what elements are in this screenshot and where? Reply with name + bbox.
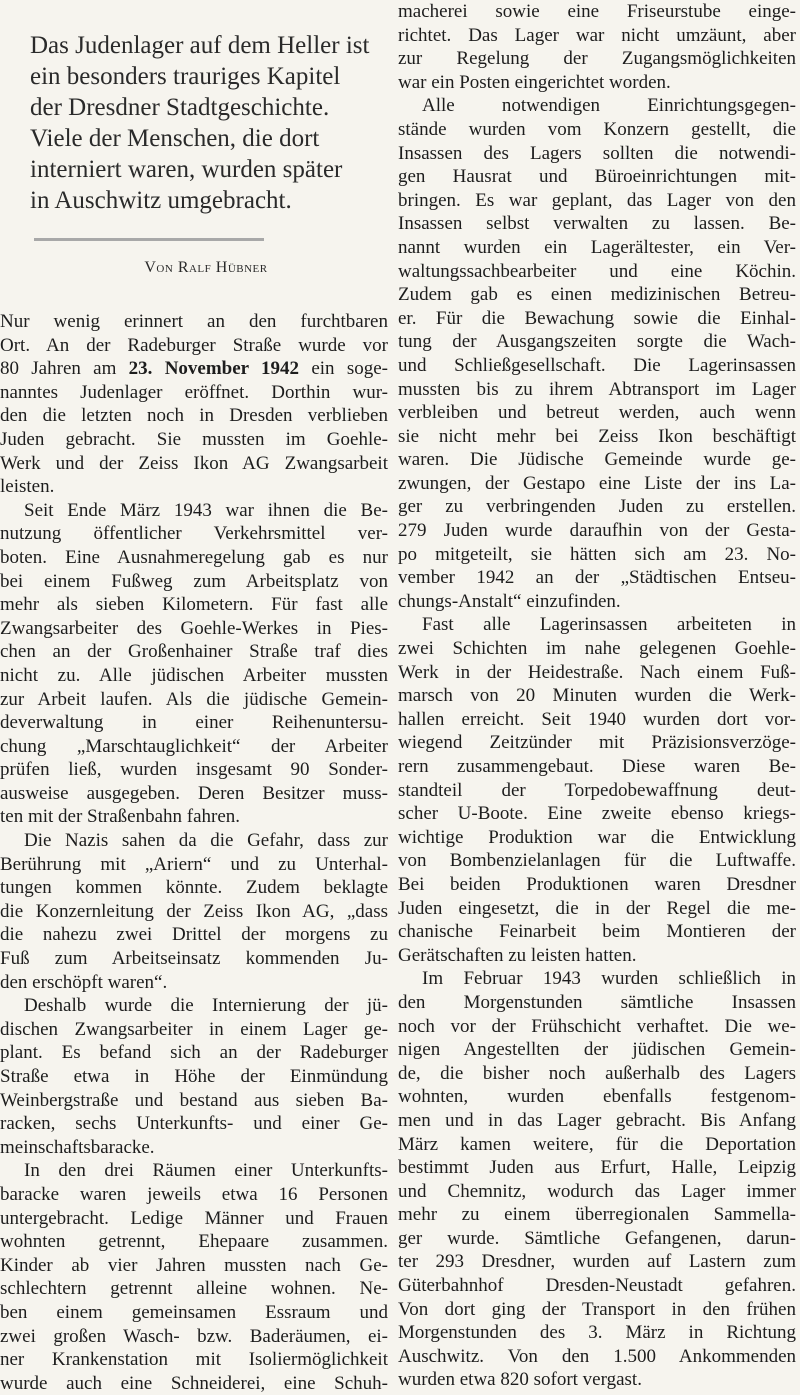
text-line: Seit Ende März 1943 war ihnen die Be-: [24, 499, 388, 521]
text-line: chung „Marschtauglichkeit“ der Arbeiter: [0, 735, 388, 757]
text-line: Nur wenig erinnert an den furchtbaren: [0, 311, 388, 332]
paragraph: [398, 967, 796, 1392]
paragraph: [0, 310, 388, 499]
text-line: Juden gebracht. Sie mussten im Goehle-: [0, 428, 388, 450]
text-line: Güterbahnhof Dresden-Neustadt gefahren.: [398, 1275, 796, 1297]
text-line: März kamen weitere, für die Deportation: [398, 1133, 796, 1155]
text-line: von Bombenzielanlagen für die Luftwaffe.: [398, 850, 796, 872]
text-line: waren. Die Jüdische Gemeinde wurde ge-: [398, 449, 796, 471]
text-line: boten. Eine Ausnahmeregelung gab es nur: [0, 546, 388, 568]
text-line: Gerätschaften zu leisten hatten.: [398, 944, 637, 966]
text-line: nigen Angestellten der jüdischen Gemein-: [398, 1039, 796, 1061]
text-line: baracke waren jeweils etwa 16 Personen: [0, 1183, 388, 1205]
text-line: Morgenstunden des 3. März in Richtung: [398, 1322, 796, 1344]
text-line: Von dort ging der Transport in den frühen: [398, 1298, 796, 1320]
paragraph: [0, 829, 388, 994]
text-line: den erschöpft waren“.: [0, 971, 168, 993]
text-line: scher U-Boote. Eine zweite ebenso kriegs-: [398, 803, 796, 825]
text-line: Kinder ab vier Jahren mussten nach Ge-: [0, 1254, 388, 1276]
lead-line: interniert waren, wurden später: [30, 156, 343, 183]
text-line: Bei beiden Produktionen waren Dresdner: [398, 873, 796, 895]
text-line: meinschaftsbaracke.: [0, 1136, 155, 1158]
text-line: plant. Es befand sich an der Radeburger: [0, 1042, 388, 1064]
text-line: wohnten getrennt, Ehepaare zusammen.: [0, 1231, 388, 1253]
text-line: chen an der Großenhainer Straße traf dies: [0, 641, 388, 663]
paragraph: [0, 994, 388, 1159]
text-line: Straße etwa in Höhe der Einmündung: [0, 1066, 388, 1087]
text-line: wohnten, wurden ebenfalls festgenom-: [398, 1086, 796, 1108]
lead-line: ein besonders trauriges Kapitel: [30, 63, 341, 90]
text-line: Zwangsarbeiter des Goehle-Werkes in Pies-: [0, 617, 388, 639]
text-line: nannt wurden ein Lagerältester, ein Ver-: [398, 236, 796, 258]
text-line: marsch von 20 Minuten wurden die Werk-: [398, 685, 796, 707]
text-line: und Chemnitz, wodurch das Lager immer: [398, 1180, 796, 1202]
article-body-right: [398, 0, 796, 1392]
text-line: bei einem Fußweg zum Arbeitsplatz von: [0, 570, 388, 592]
text-line: 279 Juden wurde daraufhin von der Gesta-: [398, 520, 796, 542]
text-line: Im Februar 1943 wurden schließlich in: [422, 968, 796, 990]
text-line: richtet. Das Lager war nicht umzäunt, aber: [398, 24, 796, 46]
text-line: Auschwitz. Von den 1.500 Ankommenden: [398, 1345, 796, 1367]
text-line: Fast alle Lagerinsassen arbeiteten in: [422, 614, 796, 636]
paragraph: [398, 94, 796, 613]
text-line: po mitgeteilt, sie hätten sich am 23. No-: [398, 543, 796, 565]
text-line: mussten bis zu ihrem Abtransport im Lager: [398, 378, 796, 400]
text-line: hallen erreicht. Seit 1940 wurden dort vor-: [398, 708, 796, 730]
text-line: men und in das Lager gebracht. Bis Anfang: [398, 1109, 796, 1131]
text-line: tungen kommen könnte. Zudem beklagte: [0, 877, 388, 899]
lead-paragraph: [30, 30, 388, 216]
text-line: zwungen, der Gestapo eine Liste der ins La-: [398, 472, 796, 494]
text-line: deverwaltung in einer Reihenuntersu-: [0, 712, 388, 734]
text-line: zur Arbeit laufen. Als die jüdische Gemein-: [0, 688, 388, 710]
text-line: die nahezu zwei Drittel der morgens zu: [0, 924, 388, 946]
text-line: Werk und der Zeiss Ikon AG Zwangsarbeit: [0, 452, 388, 474]
text-line: In den drei Räumen einer Unterkunfts-: [24, 1160, 388, 1182]
text-line: Insassen selbst verwalten zu lassen. Be-: [398, 213, 796, 235]
text-line: ger wurde. Sämtliche Gefangenen, darun-: [398, 1227, 796, 1249]
text-line: stände wurden vom Konzern gestellt, die: [398, 118, 796, 140]
paragraph: [398, 613, 796, 967]
text-line: die Konzernleitung der Zeiss Ikon AG, „dass: [0, 900, 388, 922]
text-line: macherei sowie eine Friseurstube einge-: [398, 1, 796, 22]
text-line: bestimmt Juden aus Erfurt, Halle, Leipzig: [398, 1157, 796, 1179]
text-line: den die letzten noch in Dresden verblieben: [0, 405, 388, 427]
text-line: den Morgenstunden sämtliche Insassen: [398, 991, 796, 1013]
text-line: zwei großen Wasch- bzw. Baderäumen, ei-: [0, 1325, 388, 1347]
text-line: 80 Jahren am 23. November 1942 ein soge-: [0, 358, 388, 380]
text-line: nanntes Judenlager eröffnet. Dorthin wur-: [0, 381, 388, 403]
text-line: sie nicht mehr bei Zeiss Ikon beschäftigt: [398, 425, 796, 447]
text-line: wurden etwa 820 sofort vergast.: [398, 1369, 642, 1391]
text-line: rern zusammengebaut. Diese waren Be-: [398, 756, 796, 777]
text-line: chanische Feinarbeit beim Montieren der: [398, 921, 796, 943]
paragraph: [398, 0, 796, 94]
divider-rule: [34, 238, 264, 241]
text-line: ger zu verbringenden Juden zu erstellen.: [398, 496, 796, 518]
text-line: untergebracht. Ledige Männer und Frauen: [0, 1207, 388, 1229]
text-line: leisten.: [0, 476, 55, 498]
text-line: ausweise ausgegeben. Deren Besitzer muss-: [0, 782, 388, 804]
text-line: Berührung mit „Ariern“ und zu Unterhal-: [0, 853, 388, 875]
text-line: Werk in der Heidestraße. Nach einem Fuß-: [398, 661, 796, 683]
left-column: [0, 0, 388, 1395]
text-line: Deshalb wurde die Internierung der jü-: [24, 995, 388, 1017]
text-line: vember 1942 an der „Städtischen Entseu-: [398, 567, 796, 589]
text-line: ten mit der Straßenbahn fahren.: [0, 806, 241, 828]
text-line: mehr als sieben Kilometern. Für fast alle: [0, 594, 388, 616]
text-line: wurde auch eine Schneiderei, eine Schuh-: [0, 1372, 388, 1394]
text-line: tung der Ausgangszeiten sorgte die Wach-: [398, 331, 796, 353]
text-line: er. Für die Bewachung sowie die Einhal-: [398, 307, 796, 329]
text-line: nutzung öffentlicher Verkehrsmittel ver-: [0, 523, 388, 545]
text-line: Insassen des Lagers sollten die notwendi-: [398, 142, 796, 164]
text-line: zur Regelung der Zugangsmöglichkeiten: [398, 48, 796, 70]
text-line: Alle notwendigen Einrichtungsgegen-: [422, 95, 796, 117]
text-line: racken, sechs Unterkunfts- und einer Ge-: [0, 1113, 388, 1135]
text-line: prüfen ließ, wurden insgesamt 90 Sonder-: [0, 759, 388, 781]
bold-date: 23. November 1942: [128, 358, 300, 380]
text-line: Fuß zum Arbeitseinsatz kommenden Ju-: [0, 948, 388, 970]
text-line: mehr zu einem überregionalen Sammella-: [398, 1204, 796, 1226]
text-line: zwei Schichten im nahe gelegenen Goehle-: [398, 638, 796, 660]
right-column: [398, 0, 796, 1392]
text-line: bringen. Es war geplant, das Lager von den: [398, 189, 796, 211]
text-line: noch vor der Frühschicht verhaftet. Die we-: [398, 1015, 796, 1037]
paragraph: [0, 1159, 388, 1395]
text-line: waltungssachbearbeiter und eine Köchin.: [398, 260, 796, 282]
article-body-left: [0, 310, 388, 1395]
text-line: Ort. An der Radeburger Straße wurde vor: [0, 334, 388, 356]
text-line: ter 293 Dresdner, wurden auf Lastern zum: [398, 1251, 796, 1273]
text-line: nicht zu. Alle jüdischen Arbeiter mussten: [0, 664, 388, 686]
text-line: war ein Posten eingerichtet worden.: [398, 71, 671, 93]
text-line: ben einem gemeinsamen Essraum und: [0, 1301, 388, 1323]
text-line: standteil der Torpedobewaffnung deut-: [398, 779, 796, 801]
text-line: Weinbergstraße und bestand aus sieben Ba-: [0, 1089, 388, 1111]
text-line: Juden eingesetzt, die in der Regel die me-: [398, 897, 796, 919]
text-line: gen Hausrat und Büroeinrichtungen mit-: [398, 166, 796, 188]
text-line: wichtige Produktion war die Entwicklung: [398, 826, 796, 848]
text-line: wiegend Zeitzünder mit Präzisionsverzöge-: [398, 732, 796, 754]
text-line: schlechtern getrennt alleine wohnen. Ne-: [0, 1278, 388, 1300]
lead-line: in Auschwitz umgebracht.: [30, 187, 292, 214]
text-line: und Schließgesellschaft. Die Lagerinsassen: [398, 354, 796, 376]
text-line: verbleiben und betreut werden, auch wenn: [398, 402, 796, 424]
text-line: Zudem gab es einen medizinischen Betreu-: [398, 284, 796, 306]
text-line: chungs-Anstalt“ einzufinden.: [398, 590, 621, 612]
lead-line: Viele der Menschen, die dort: [30, 125, 320, 152]
lead-line: der Dresdner Stadtgeschichte.: [30, 94, 330, 121]
text-line: Die Nazis sahen da die Gefahr, dass zur: [24, 830, 388, 852]
lead-line: Das Judenlager auf dem Heller ist: [30, 32, 370, 59]
byline: Von Ralf Hübner: [144, 259, 268, 276]
paragraph: [0, 499, 388, 829]
text-line: ner Krankenstation mit Isoliermöglichkeit: [0, 1349, 388, 1371]
text-line: dischen Zwangsarbeiter in einem Lager ge-: [0, 1018, 388, 1040]
text-line: de, die bisher noch außerhalb des Lagers: [398, 1062, 796, 1084]
